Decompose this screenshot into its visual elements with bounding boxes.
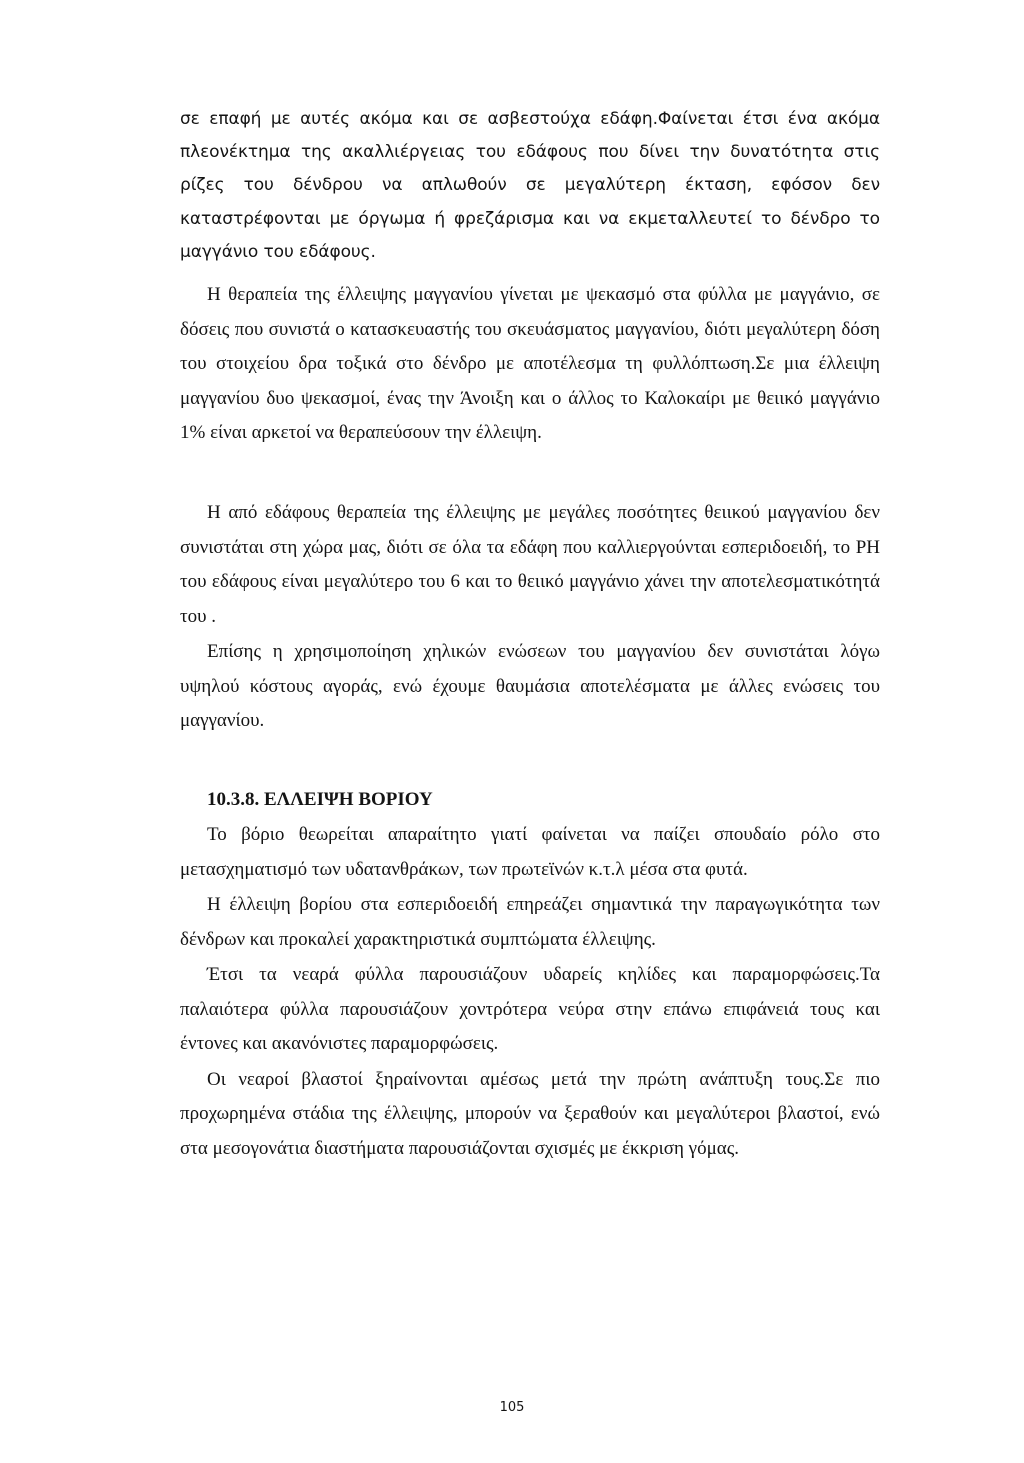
paragraph-group-manganese-treatment	[180, 278, 880, 451]
section-heading: 10.3.8. ΕΛΛΕΙΨΗ ΒΟΡΙΟΥ	[207, 789, 433, 810]
paragraph-boron-deficiency: Η έλλειψη βορίου στα εσπεριδοειδή επηρεάζει σημαντικά την παραγωγικότητα των δένδρων και προκαλεί χαρακτηριστικά συμπτώματα έλλειψης.	[180, 894, 880, 950]
page-number: 105	[499, 1400, 525, 1415]
paragraph-root-uptake: σε επαφή με αυτές ακόμα και σε ασβεστούχα εδάφη.Φαίνεται έτσι ένα ακόμα πλεονέκτημα της ακαλλιέργειας του εδάφους που δίνει την δυνατότητα στις ρίζες του δένδρου να απλωθούν σε μεγαλύτερη έκταση, εφόσον δεν καταστρέφονται με όργωμα ή φρεζάρισμα και να εκμεταλλευτεί το δένδρο το μαγγάνιο του εδάφους.	[180, 109, 880, 262]
paragraph-young-shoots: Οι νεαροί βλαστοί ξηραίνονται αμέσως μετά την πρώτη ανάπτυξη τους.Σε πιο προχωρημένα στάδια της έλλειψης, μπορούν να ξεραθούν και μεγαλύτεροι βλαστοί, ενώ στα μεσογονάτια διαστήματα παρουσιάζονται σχισμές με έκκριση γόμας.	[180, 1068, 880, 1159]
paragraph-foliar-treatment: Η θεραπεία της έλλειψης μαγγανίου γίνεται με ψεκασμό στα φύλλα με μαγγάνιο, σε δόσεις που συνιστά ο κατασκευαστής του σκευάσματος μαγγανίου, διότι μεγαλύτερη δόση του στοιχείου δρα τοξικά στο δένδρο με αποτέλεσμα τη φυλλόπτωση.Σε μια έλλειψη μαγγανίου δυο ψεκασμοί, ένας την Άνοιξη και ο άλλος το Καλοκαίρι με θειικό μαγγάνιο 1% είναι αρκετοί να θεραπεύσουν την έλλειψη.	[180, 284, 880, 443]
paragraph-soil-treatment: Η από εδάφους θεραπεία της έλλειψης με μεγάλες ποσότητες θειικού μαγγανίου δεν συνιστάται στη χώρα μας, διότι σε όλα τα εδάφη που καλλιεργούνται εσπεριδοειδή, το PH του εδάφους είναι μεγαλύτερο του 6 και το θειικό μαγγάνιο χάνει την αποτελεσματικότητά του .	[180, 502, 880, 627]
paragraph-chelates: Επίσης η χρησιμοποίηση χηλικών ενώσεων του μαγγανίου δεν συνιστάται λόγω υψηλού κόστους αγοράς, ενώ έχουμε θαυμάσια αποτελέσματα με άλλες ενώσεις του μαγγανίου.	[180, 641, 880, 731]
section-body-boron	[180, 818, 880, 1166]
paragraph-young-leaves: Έτσι τα νεαρά φύλλα παρουσιάζουν υδαρείς κηλίδες και παραμορφώσεις.Τα παλαιότερα φύλλα παρουσιάζουν χοντρότερα νεύρα στην επάνω επιφάνειά τους και έντονες και ακανόνιστες παραμορφώσεις.	[180, 964, 880, 1054]
paragraph-continuation	[180, 103, 880, 269]
paragraph-boron-role: Το βόριο θεωρείται απαραίτητο γιατί φαίνεται να παίζει σπουδαίο ρόλο στο μετασχηματισμό των υδατανθράκων, των πρωτεϊνών κ.τ.λ μέσα στα φυτά.	[180, 824, 880, 880]
paragraph-group-soil-treatment	[180, 496, 880, 739]
